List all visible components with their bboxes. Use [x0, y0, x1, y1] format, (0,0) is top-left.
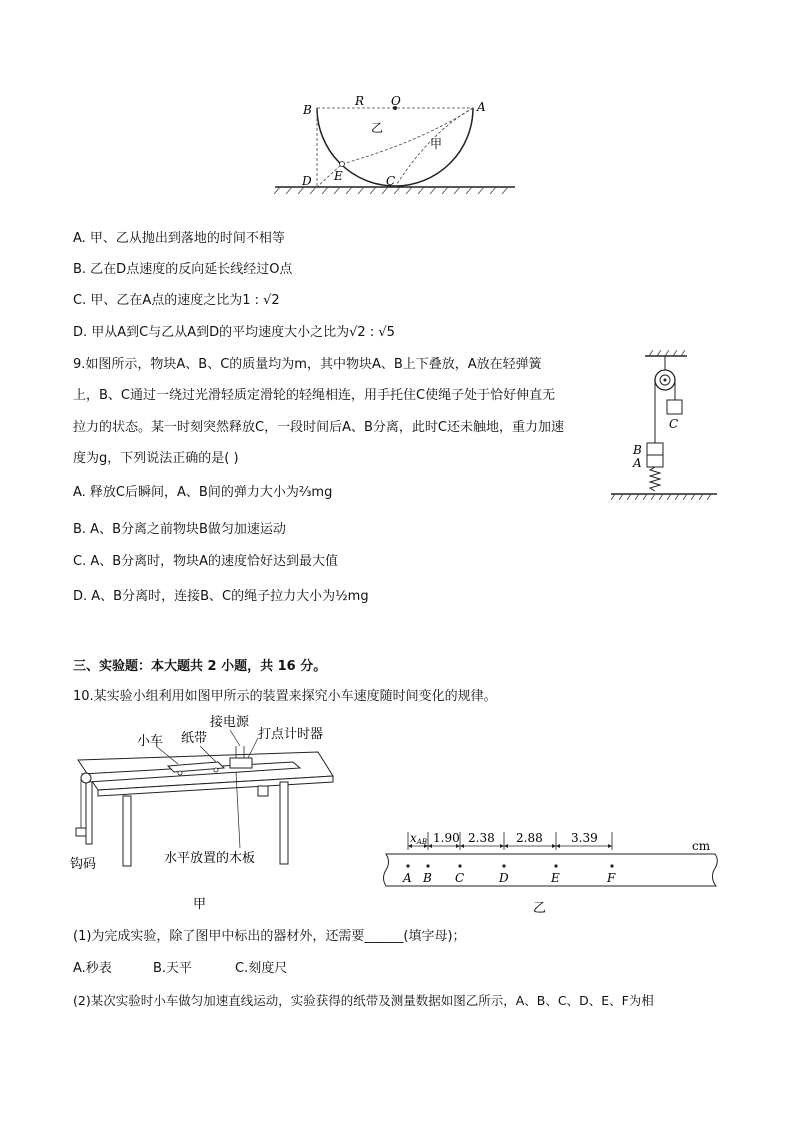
- semicircle-figure: [270, 92, 520, 200]
- label-O: O: [391, 94, 401, 108]
- label-d2: 2.38: [468, 831, 495, 845]
- label-E: E: [334, 169, 343, 183]
- label-B: B: [303, 103, 312, 117]
- point-C: C: [455, 871, 465, 885]
- label-jia: 甲: [430, 137, 443, 151]
- label-d3: 2.88: [516, 831, 543, 845]
- point-B: B: [423, 871, 432, 885]
- point-D: D: [499, 871, 509, 885]
- q9-stem-line-4: 度为g，下列说法正确的是( ): [73, 451, 239, 466]
- pulley-spring-figure: [605, 350, 725, 510]
- point-E: E: [551, 871, 560, 885]
- q10-choice-a: A.秒表: [73, 961, 112, 976]
- label-C2: C: [669, 417, 679, 431]
- q10-part-2: (2)某次实验时小车做匀加速直线运动，实验获得的纸带及测量数据如图乙所示，A、B、C、D、E、F为相: [73, 993, 654, 1008]
- q9-stem-line-3: 拉力的状态。某一时刻突然释放C，一段时间后A、B分离，此时C还未触地，重力加速: [73, 420, 564, 435]
- q10-choice-b: B.天平: [153, 961, 193, 976]
- q8-option-a: A. 甲、乙从抛出到落地的时间不相等: [73, 231, 285, 246]
- q10-choice-c: C.刻度尺: [235, 961, 288, 976]
- q8-option-d: D. 甲从A到C与乙从A到D的平均速度大小之比为√2 : √5: [73, 325, 395, 340]
- apparatus-figure: [68, 712, 338, 912]
- label-d1: 1.90: [433, 831, 460, 845]
- label-A: A: [477, 100, 486, 114]
- point-A: A: [403, 871, 412, 885]
- label-xab: xAB: [410, 831, 427, 846]
- caption-yi: 乙: [533, 901, 547, 916]
- q10-part-1: (1)为完成实验，除了图甲中标出的器材外，还需要______(填字母)；: [73, 929, 466, 944]
- q9-option-a: A. 释放C后瞬间，A、B间的弹力大小为⅔mg: [73, 485, 333, 500]
- label-power: 接电源: [210, 715, 250, 730]
- label-yi: 乙: [371, 121, 384, 135]
- label-A2: A: [633, 456, 642, 470]
- label-D: D: [302, 174, 312, 188]
- point-F: F: [607, 871, 616, 885]
- q9-stem-line-2: 上，B、C通过一绕过光滑轻质定滑轮的轻绳相连，用手托住C使绳子处于恰好伸直无: [73, 388, 556, 403]
- q9-option-d: D. A、B分离时，连接B、C的绳子拉力大小为½mg: [73, 589, 369, 604]
- label-C: C: [386, 174, 396, 188]
- label-B2: B: [633, 443, 642, 457]
- q9-option-c: C. A、B分离时，物块A的速度恰好达到最大值: [73, 554, 339, 569]
- q10-stem: 10.某实验小组利用如图甲所示的装置来探究小车速度随时间变化的规律。: [73, 689, 497, 704]
- label-board: 水平放置的木板: [164, 851, 256, 866]
- label-tape: 纸带: [181, 731, 208, 746]
- q9-option-b: B. A、B分离之前物块B做匀加速运动: [73, 522, 286, 537]
- label-timer: 打点计时器: [258, 727, 324, 742]
- label-unit: cm: [692, 839, 711, 853]
- label-R: R: [355, 94, 365, 108]
- label-weight: 钩码: [70, 857, 97, 872]
- label-cart: 小车: [137, 734, 164, 749]
- tape-figure: [380, 826, 725, 916]
- section-3-heading: 三、实验题：本大题共 2 小题，共 16 分。: [73, 659, 327, 674]
- q9-stem-line-1: 9.如图所示，物块A、B、C的质量均为m，其中物块A、B上下叠放，A放在轻弹簧: [73, 357, 542, 372]
- label-d4: 3.39: [571, 831, 598, 845]
- q8-option-c: C. 甲、乙在A点的速度之比为1 : √2: [73, 293, 280, 308]
- q8-option-b: B. 乙在D点速度的反向延长线经过O点: [73, 262, 293, 277]
- caption-jia: 甲: [193, 897, 207, 912]
